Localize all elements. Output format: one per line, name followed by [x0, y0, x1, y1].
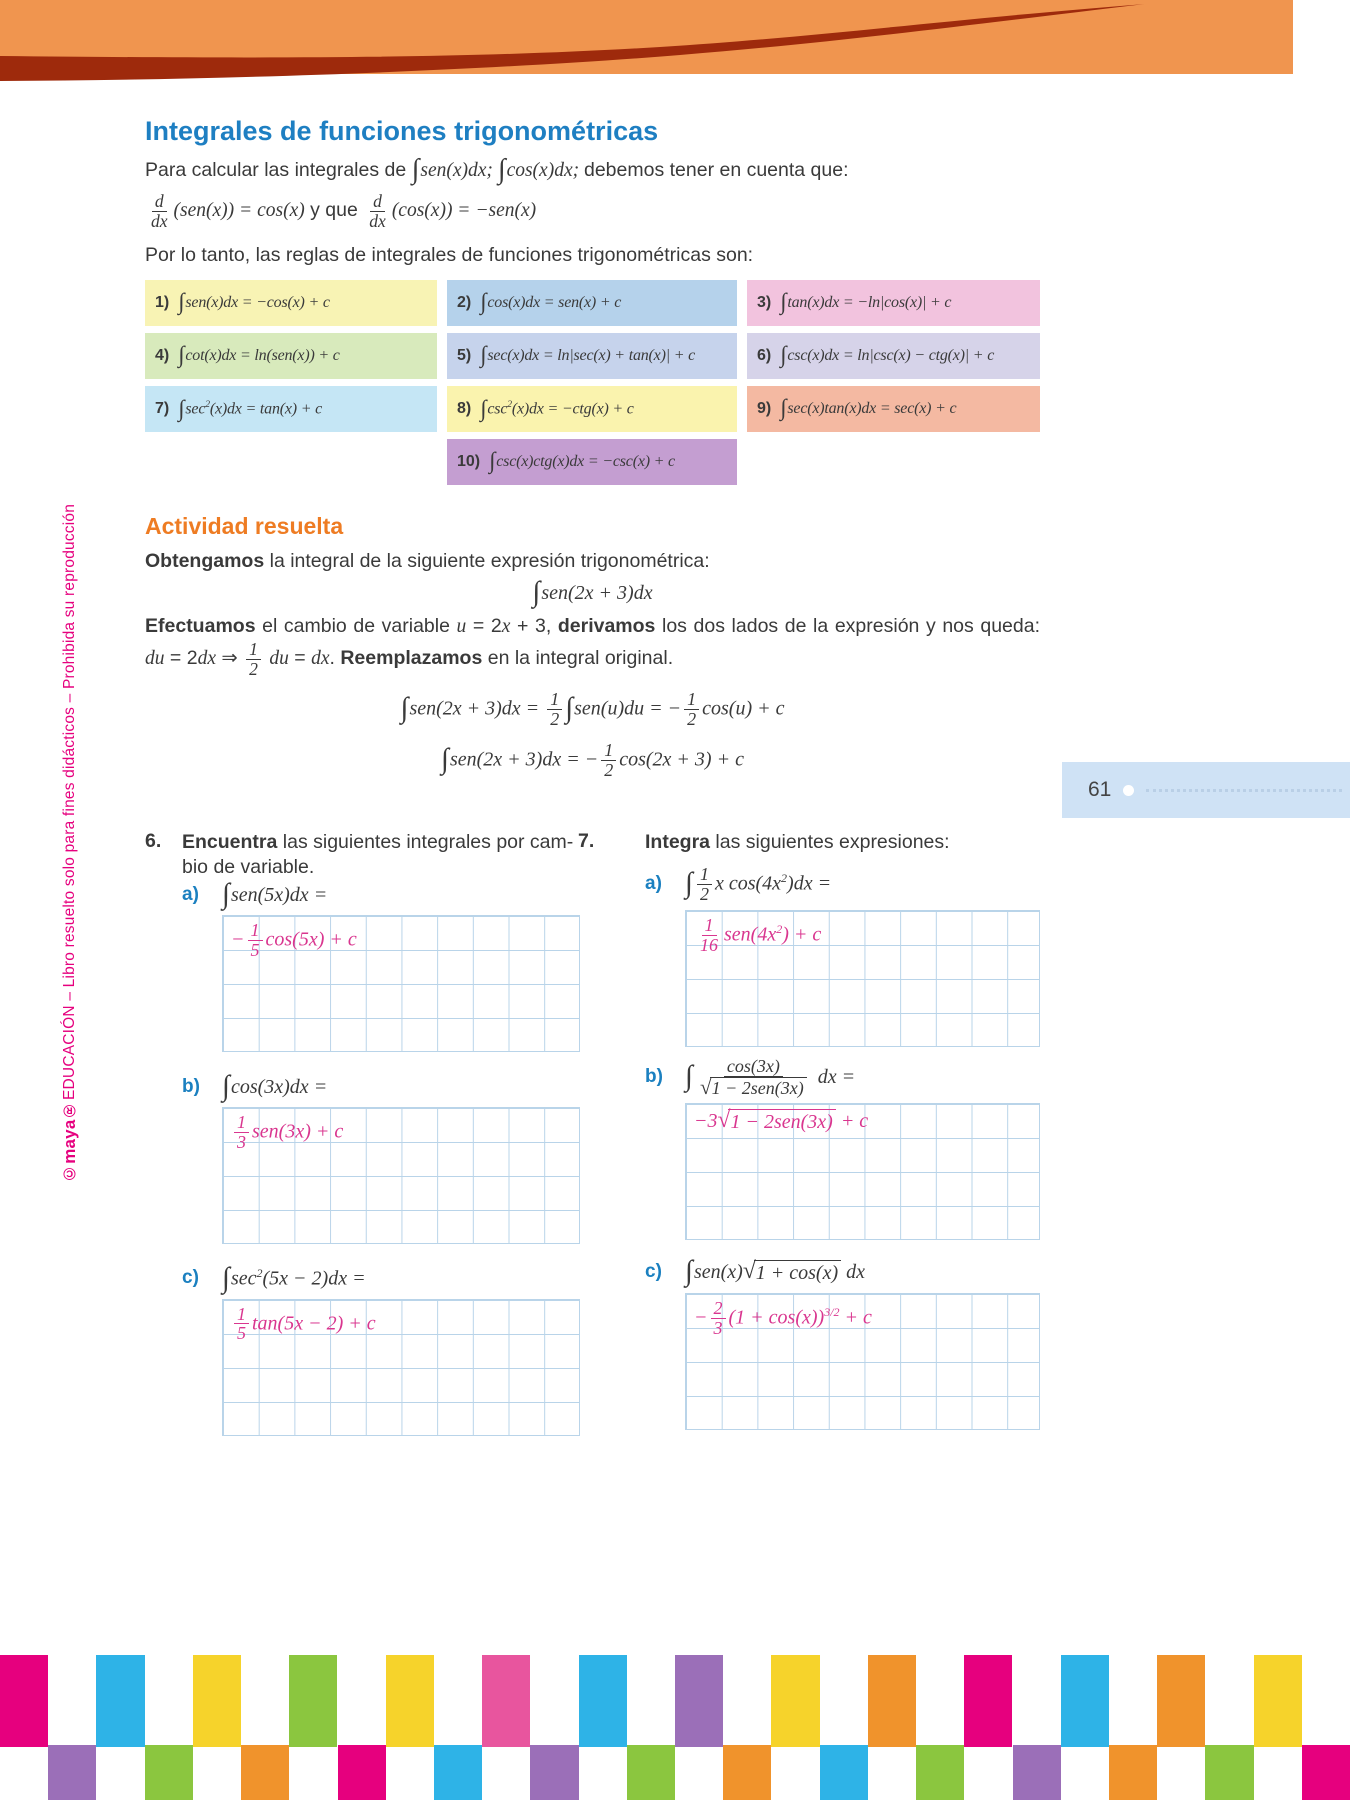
exercise-6c-question-row	[145, 1261, 578, 1294]
dot-decoration	[1123, 785, 1134, 796]
rule-box-5	[447, 333, 737, 379]
handwritten-answer-7a: $\frac{1}{16}$ $sen(4x^2) + c$	[700, 914, 822, 955]
exercise-7-number: 7.	[578, 830, 595, 852]
band-bar	[289, 1655, 337, 1747]
exercise-6-header	[145, 830, 578, 880]
rule-formula: ∫tan(x)dx = −ln|cos(x)| + c	[780, 289, 952, 316]
rule-formula: ∫csc(x)dx = ln|csc(x) − ctg(x)| + c	[780, 342, 995, 369]
band-bar	[916, 1745, 964, 1800]
rule-number: 6)	[757, 347, 772, 365]
rule-formula: ∫csc(x)ctg(x)dx = −csc(x) + c	[489, 448, 675, 475]
rule-number: 10)	[457, 453, 481, 471]
handwritten-answer-6a: − $\frac{1}{5}$ cos(5x) + c	[231, 919, 357, 960]
top-band-decoration	[0, 0, 1350, 120]
page-number: 61	[1088, 778, 1112, 801]
item-label: b)	[645, 1066, 663, 1088]
exercise-7-header	[578, 830, 1040, 855]
rule-box-6	[747, 333, 1040, 379]
activity-expression: ∫sen(2x + 3)dx	[532, 576, 653, 609]
rule-box-10	[447, 439, 737, 485]
answer-grid-6b	[222, 1107, 580, 1244]
exercise-6-prompt: Encuentra las siguientes integrales por cam- bio de variable.	[182, 831, 574, 878]
page-title: Integrales de funciones trigonométricas	[145, 116, 659, 146]
item-question: $\int\sec^2(5x - 2)dx$ =	[222, 1261, 366, 1294]
rule-box-8	[447, 386, 737, 432]
bottom-band	[0, 1655, 1350, 1800]
band-bar	[1302, 1745, 1350, 1800]
rule-number: 3)	[757, 294, 772, 312]
item-label: a)	[182, 884, 199, 906]
item-question: ∫sen(x) √ 1 + cos(x) dx	[685, 1254, 866, 1287]
main-content	[145, 116, 1040, 780]
answer-grid-6a	[222, 915, 580, 1052]
rule-number: 5)	[457, 347, 472, 365]
band-bar	[675, 1655, 723, 1747]
item-question: ∫sen(5x)dx =	[222, 877, 328, 910]
handwritten-answer-6b: $\frac{1}{3}$ sen(3x) + c	[231, 1113, 343, 1152]
exercise-6	[145, 830, 578, 1436]
derivative-identities: $\frac{d}{dx}$ (sen(x)) = cos(x) y que $\frac{d}{dx}$ (cos(x)) = −sen(x)	[151, 191, 537, 231]
handwritten-answer-7b: −3 √ 1 − 2sen(3x) + c	[694, 1106, 869, 1133]
answer-grid-7c	[685, 1293, 1040, 1430]
activity-steps: Efectuamos el cambio de variable u = 2x + 3, derivamos los dos lados de la expresión y nos queda: du = 2dx ⇒ $\frac{1}{2}$ du = dx. Reemplazamos en la integral original.	[145, 615, 1041, 679]
band-bar	[964, 1655, 1012, 1747]
band-bar	[48, 1745, 96, 1800]
dotted-line-decoration	[1146, 789, 1342, 792]
rule-number: 8)	[457, 400, 472, 418]
item-question: ∫ cos(3x) √ 1 − 2sen(3x) dx =	[685, 1055, 856, 1099]
band-bar	[1109, 1745, 1157, 1800]
handwritten-answer-7c: − $\frac{2}{3}$ $(1 + \cos(x))^{3/2} + c$	[694, 1297, 872, 1338]
exercise-7	[578, 830, 1040, 1436]
band-bar	[1254, 1655, 1302, 1747]
item-question: ∫cos(3x)dx =	[222, 1069, 328, 1102]
band-bar	[1205, 1745, 1253, 1800]
band-bar	[1061, 1655, 1109, 1747]
rule-formula: $\int\csc^2(x)dx = -ctg(x) + c$	[480, 395, 634, 422]
band-bar	[434, 1745, 482, 1800]
rule-box-2	[447, 280, 737, 326]
activity-equation-2: ∫sen(2x + 3)dx = − $\frac{1}{2}$ cos(2x + 3) + c	[441, 739, 744, 780]
band-bar	[193, 1655, 241, 1747]
answer-grid-7b	[685, 1103, 1040, 1240]
intro-paragraph: Para calcular las integrales de ∫sen(x)dx; ∫cos(x)dx; debemos tener en cuenta que:	[145, 154, 849, 185]
rule-box-9	[747, 386, 1040, 432]
exercises-section	[145, 830, 1040, 1436]
band-bar	[1157, 1655, 1205, 1747]
activity-equation-1: ∫sen(2x + 3)dx = $\frac{1}{2}$ ∫sen(u)du = − $\frac{1}{2}$ cos(u) + c	[400, 689, 785, 730]
band-bar	[1013, 1745, 1061, 1800]
band-bar	[96, 1655, 144, 1747]
exercise-6-number: 6.	[145, 830, 162, 852]
rule-number: 4)	[155, 347, 170, 365]
band-bar	[338, 1745, 386, 1800]
rule-formula: ∫cos(x)dx = sen(x) + c	[480, 289, 622, 316]
item-label: c)	[645, 1261, 662, 1283]
band-bar	[579, 1655, 627, 1747]
item-label: a)	[645, 873, 662, 895]
exercise-7b-question-row	[578, 1057, 1040, 1098]
rule-number: 7)	[155, 400, 170, 418]
rule-number: 9)	[757, 400, 772, 418]
band-bar	[0, 1655, 48, 1747]
exercise-7-prompt: Integra las siguientes expresiones:	[645, 831, 950, 853]
rule-formula: $\int\sec^2(x)dx = \tan(x) + c$	[178, 395, 323, 422]
rule-formula: ∫sec(x)dx = ln|sec(x) + tan(x)| + c	[480, 342, 696, 369]
registered-mark: ®	[60, 1100, 79, 1120]
answer-grid-6c	[222, 1299, 580, 1436]
item-label: b)	[182, 1076, 200, 1098]
rules-table	[145, 280, 1040, 485]
exercise-6b-question-row	[145, 1069, 578, 1102]
exercise-7c-question-row	[578, 1254, 1040, 1287]
band-bar	[386, 1655, 434, 1747]
rule-box-4	[145, 333, 437, 379]
rule-formula: ∫cot(x)dx = ln(sen(x)) + c	[178, 342, 340, 369]
band-bar	[482, 1655, 530, 1747]
rule-box-7	[145, 386, 437, 432]
rule-box-3	[747, 280, 1040, 326]
exercise-7a-question-row	[578, 865, 1040, 904]
band-bar	[723, 1745, 771, 1800]
item-question: ∫ $\frac{1}{2}$ x $\cos(4x^2)dx$ =	[685, 863, 832, 904]
answer-grid-7a	[685, 910, 1040, 1047]
rule-number: 2)	[457, 294, 472, 312]
rules-intro-text: Por lo tanto, las reglas de integrales de funciones trigonométricas son:	[145, 243, 754, 266]
band-bar	[530, 1745, 578, 1800]
rule-number: 1)	[155, 294, 170, 312]
activity-heading: Actividad resuelta	[145, 513, 344, 540]
band-bar	[868, 1655, 916, 1747]
rule-formula: ∫sen(x)dx = −cos(x) + c	[178, 289, 330, 316]
band-bar	[241, 1745, 289, 1800]
handwritten-answer-6c: $\frac{1}{5}$ tan(5x − 2) + c	[231, 1305, 376, 1344]
copyright-sidebar	[60, 415, 80, 1183]
rule-box-1	[145, 280, 437, 326]
band-bar	[627, 1745, 675, 1800]
copyright-text: EDUCACIÓN – Libro resuelto solo para fines didácticos – Prohibida su reproducción	[61, 504, 78, 1101]
activity-intro: Obtengamos la integral de la siguiente expresión trigonométrica:	[145, 550, 710, 573]
page-number-badge	[1062, 762, 1350, 818]
band-bar	[820, 1745, 868, 1800]
exercise-6a-question-row	[145, 877, 578, 910]
publisher-logo: ©maya	[60, 1119, 79, 1183]
band-bar	[771, 1655, 819, 1747]
band-bar	[145, 1745, 193, 1800]
item-label: c)	[182, 1267, 199, 1289]
rule-formula: ∫sec(x)tan(x)dx = sec(x) + c	[780, 395, 957, 422]
